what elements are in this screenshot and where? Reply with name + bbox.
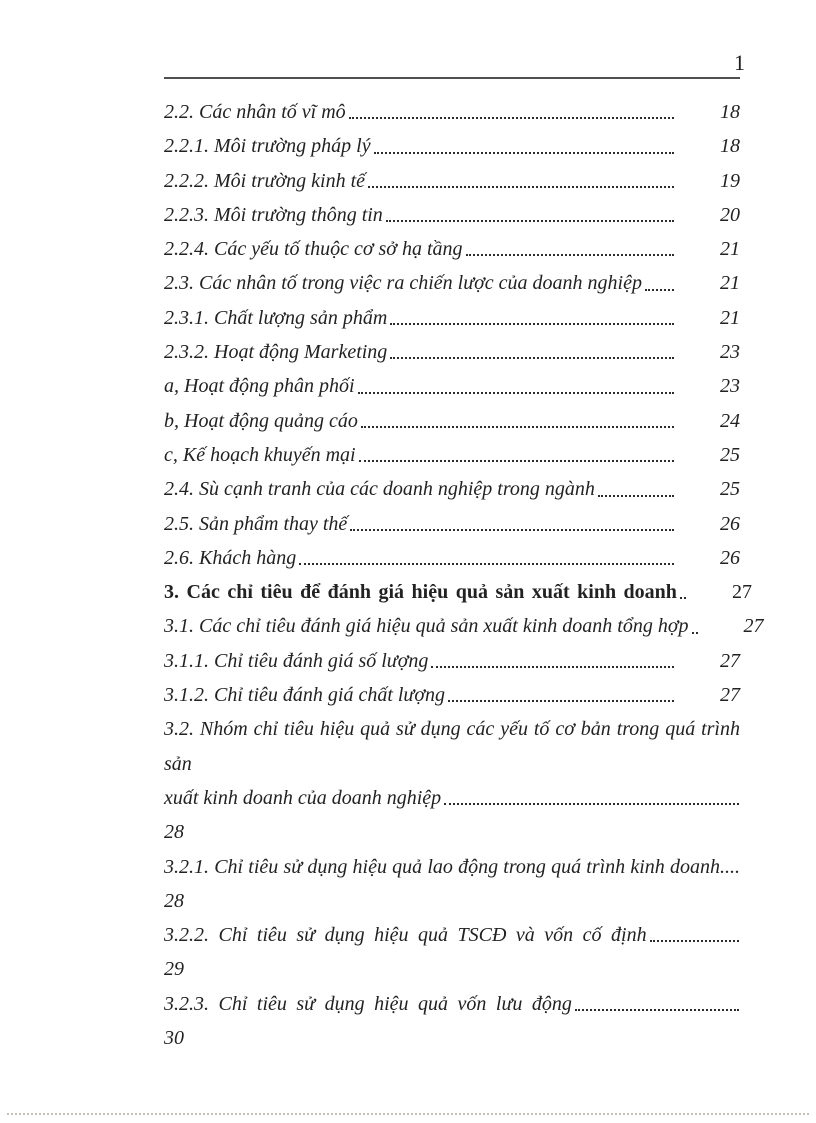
toc-entry-label: 2.3. Các nhân tố trong việc ra chiến lược của doanh nghiệp [164, 272, 642, 295]
table-of-contents [164, 95, 764, 1055]
toc-entry-label: 3. Các chỉ tiêu để đánh giá hiệu quả sản xuất kinh doanh [164, 581, 677, 604]
toc-entry [164, 575, 752, 609]
dot-leader [390, 323, 674, 325]
dot-leader [444, 803, 739, 805]
toc-entry-label: 2.2.1. Môi trường pháp lý [164, 135, 371, 158]
dot-leader [350, 529, 674, 531]
dot-leader [368, 186, 674, 188]
dot-leader [359, 460, 674, 462]
toc-entry [164, 198, 740, 232]
toc-entry [164, 266, 740, 300]
toc-entry [164, 678, 740, 712]
toc-entry-label: 2.5. Sản phẩm thay thế [164, 512, 348, 535]
dot-leader [390, 357, 674, 359]
toc-entry-page: 27 [731, 581, 752, 604]
toc-entry [164, 404, 740, 438]
toc-entry-label: 2.6. Khách hàng [164, 546, 297, 569]
toc-entry-page: 25 [720, 443, 740, 466]
toc-entry-label: 3.1.2. Chỉ tiêu đánh giá chất lượng [164, 684, 446, 707]
toc-entry [164, 232, 740, 266]
dot-leader [431, 666, 674, 668]
toc-entry [164, 438, 740, 472]
toc-entry-page: 26 [720, 546, 740, 569]
toc-entry-page: 27 [720, 649, 740, 672]
dot-leader [349, 117, 674, 119]
toc-entry-line [164, 781, 740, 815]
header-page-number: 1 [734, 50, 745, 75]
toc-entry-page: 19 [720, 169, 740, 192]
dot-leader [466, 254, 674, 256]
header-rule [164, 77, 740, 79]
toc-entry-label: 2.3.2. Hoạt động Marketing [164, 341, 388, 364]
toc-entry-line: 3.2. Nhóm chỉ tiêu hiệu quả sử dụng các yếu tố cơ bản trong quá trình sản [164, 718, 740, 775]
toc-entry-label: 2.4. Sù cạnh tranh của các doanh nghiệp trong ngành [164, 478, 595, 501]
toc-entry [164, 369, 740, 403]
toc-entry-page: 23 [720, 375, 740, 398]
toc-entry-label: c, Kế hoạch khuyến mại [164, 443, 356, 466]
toc-entry-label: 2.2.3. Môi trường thông tin [164, 203, 383, 226]
toc-entry-label: xuất kinh doanh của doanh nghiệp [164, 786, 442, 809]
toc-entry [164, 472, 740, 506]
toc-entry-line [164, 918, 740, 952]
toc-entry-page: 29 [164, 958, 184, 981]
toc-entry-label: b, Hoạt động quảng cáo [164, 409, 358, 432]
toc-entry-line: 3.2.1. Chỉ tiêu sử dụng hiệu quả lao động trong quá trình kinh doanh.... [164, 855, 740, 878]
toc-entry-label: 2.2.4. Các yếu tố thuộc cơ sở hạ tầng [164, 238, 463, 261]
toc-entry [164, 507, 740, 541]
toc-entry [164, 95, 740, 129]
toc-entry-page: 28 [164, 821, 184, 844]
toc-entry-page: 27 [743, 615, 764, 638]
dot-leader [598, 495, 674, 497]
toc-entry [164, 335, 740, 369]
toc-entry-label: 2.3.1. Chất lượng sản phẩm [164, 306, 388, 329]
toc-entry-page: 30 [164, 1027, 184, 1050]
toc-entry-page: 26 [720, 512, 740, 535]
toc-entry-page: 25 [720, 478, 740, 501]
dot-leader [692, 632, 698, 634]
toc-entry-page: 24 [720, 409, 740, 432]
toc-entry-page: 18 [720, 135, 740, 158]
toc-entry-page: 21 [720, 238, 740, 261]
toc-entry [164, 541, 740, 575]
toc-entry [164, 644, 740, 678]
toc-entry-page: 21 [720, 272, 740, 295]
toc-entry-page: 21 [720, 306, 740, 329]
toc-entry-label: 3.2.3. Chỉ tiêu sử dụng hiệu quả vốn lưu động [164, 992, 572, 1015]
dot-leader [361, 426, 674, 428]
toc-entry-label: 2.2.2. Môi trường kinh tế [164, 169, 366, 192]
toc-entry-page: 20 [720, 203, 740, 226]
toc-entry-label: a, Hoạt động phân phối [164, 375, 355, 398]
toc-entry-line [164, 987, 740, 1021]
dot-leader [645, 289, 674, 291]
dot-leader [575, 1009, 739, 1011]
toc-entry [164, 164, 740, 198]
toc-entry-page: 18 [720, 101, 740, 123]
footer-dotted-rule [7, 1113, 809, 1115]
toc-entry-page: 23 [720, 341, 740, 364]
toc-entry [164, 301, 740, 335]
toc-entry-label: 3.1.1. Chỉ tiêu đánh giá số lượng [164, 649, 429, 672]
toc-entry-page: 27 [720, 684, 740, 707]
toc-entry-label: 3.2.2. Chỉ tiêu sử dụng hiệu quả TSCĐ và vốn cố định [164, 924, 647, 947]
toc-entry-label: 2.2. Các nhân tố vĩ mô [164, 101, 346, 123]
dot-leader [299, 563, 674, 565]
dot-leader [358, 392, 674, 394]
dot-leader [680, 597, 686, 599]
dot-leader [448, 700, 674, 702]
dot-leader [386, 220, 674, 222]
toc-entry [164, 609, 764, 643]
toc-entry [164, 129, 740, 163]
toc-entry-label: 3.1. Các chỉ tiêu đánh giá hiệu quả sản xuất kinh doanh tổng hợp [164, 615, 689, 638]
toc-entry-page: 28 [164, 889, 184, 912]
dot-leader [650, 940, 739, 942]
dot-leader [374, 152, 674, 154]
